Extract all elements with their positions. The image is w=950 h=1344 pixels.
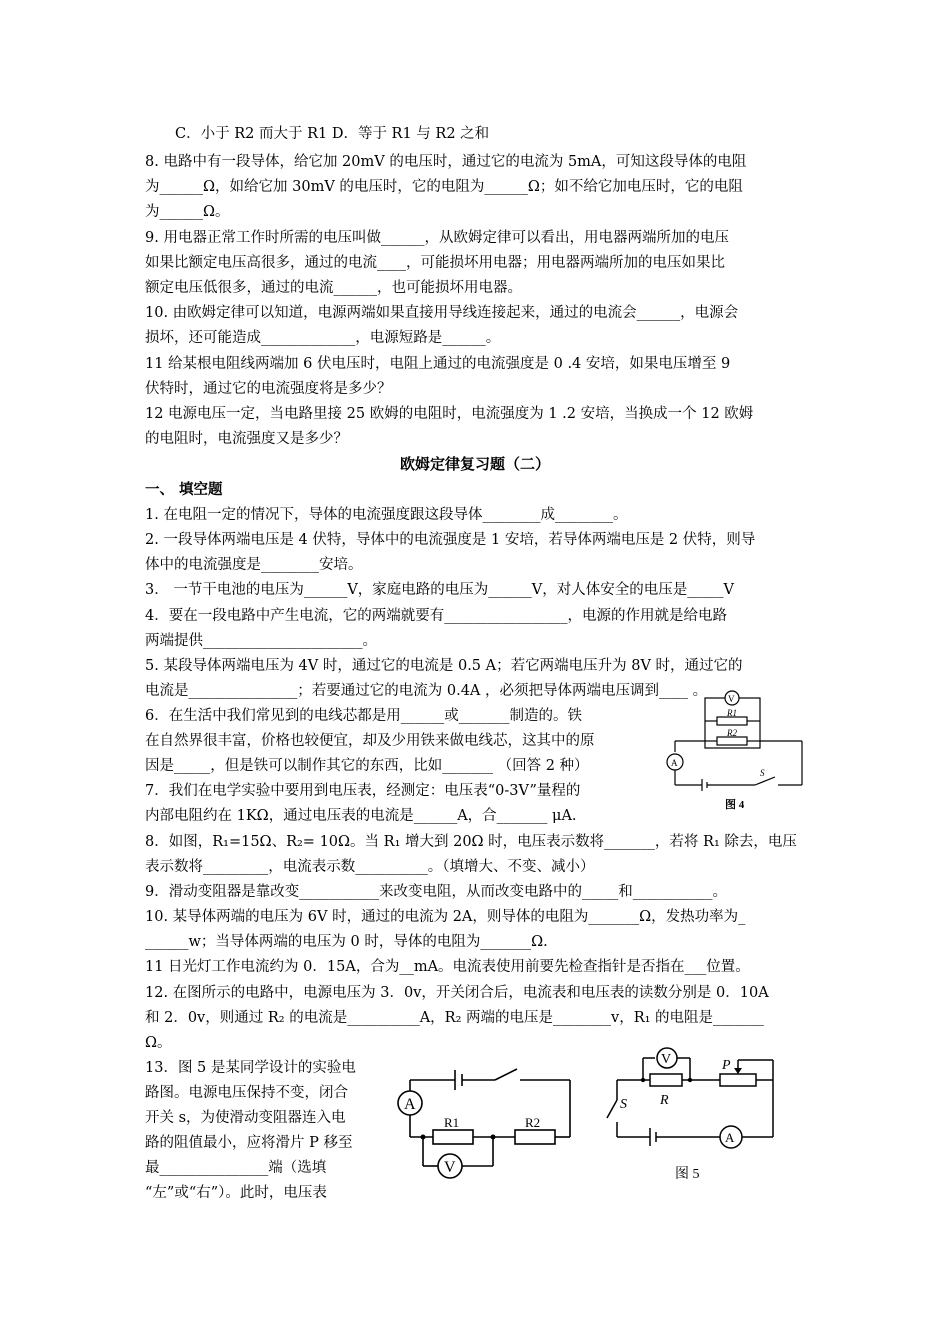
question-10-line-1: 10. 由欧姆定律可以知道，电源两端如果直接用导线连接起来，通过的电流会______，电源会 [145, 305, 739, 321]
fill-q8-line-1: 8．如图，R₁=15Ω、R₂= 10Ω。当 R₁ 增大到 20Ω 时，电压表示数将_______，若将 R₁ 除去，电压 [145, 834, 797, 850]
fig-mid-label-r1: R1 [444, 1115, 460, 1130]
fill-q4-line-2: 两端提供______________________。 [145, 633, 377, 649]
fill-q10-line-1: 10. 某导体两端的电压为 6V 时，通过的电流为 2A，则导体的电阻为_______Ω，发热功率为_ [145, 909, 746, 925]
fig5-label-v: V [661, 1052, 672, 1067]
fig5-label-s: S [620, 1097, 627, 1112]
fill-q2-line-1: 2. 一段导体两端电压是 4 伏特，导体中的电流强度是 1 安培，若导体两端电压是 2 伏特，则导 [145, 532, 756, 548]
question-8-line-2: 为______Ω，如给它加 30mV 的电压时，它的电阻为______Ω；如不给它加电压时，它的电阻 [145, 179, 743, 195]
fill-q5-line-1: 5. 某段导体两端电压为 4V 时，通过它的电流是 0.5 A；若它两端电压升为 8V 时，通过它的 [145, 658, 743, 674]
fill-q12-line-3: Ω。 [145, 1035, 172, 1051]
question-11-line-2: 伏特时，通过它的电流强度将是多少？ [145, 381, 392, 397]
fig5-label-p: P [722, 1058, 731, 1073]
fill-q6-line-1: 6．在生活中我们常见到的电线芯都是用______或_______制造的。铁 [145, 708, 582, 724]
fill-q10-line-2: ______w；当导体两端的电压为 0 时，导体的电阻为_______Ω. [145, 934, 548, 950]
fill-q11: 11 日光灯工作电流约为 0．15A，合为__mA。电流表使用前要先检查指针是否指在___位置。 [145, 959, 750, 975]
fig4-label-r2: R2 [727, 728, 737, 738]
fill-q13-line-6: “左”或“右”）。此时，电压表 [145, 1185, 327, 1201]
fill-q1: 1. 在电阻一定的情况下，导体的电流强度跟这段导体________成________。 [145, 507, 628, 523]
question-9-line-1: 9. 用电器正常工作时所需的电压叫做______，从欧姆定律可以看出，用电器两端所加的电压 [145, 230, 729, 246]
page-title: 欧姆定律复习题（二） [399, 455, 550, 473]
fig4-label-s: S [760, 768, 765, 778]
circuit-figure-5 [595, 1040, 795, 1185]
fig5-label-r: R [660, 1093, 669, 1108]
option-line-cd: C．小于 R2 而大于 R1 D．等于 R1 与 R2 之和 [175, 126, 490, 142]
fig4-caption: 图 4 [725, 799, 745, 811]
question-8-line-3: 为______Ω。 [145, 204, 230, 220]
question-12-line-1: 12 电源电压一定，当电路里接 25 欧姆的电阻时，电流强度为 1 .2 安培，当换成一个 12 欧姆 [145, 406, 754, 422]
fill-q6-line-2: 在自然界很丰富，价格也较便宜，却及少用铁来做电线芯，这其中的原 [145, 733, 595, 749]
fill-q7-line-2: 内部电阻约在 1KΩ，通过电压表的电流是______A，合_______ μA. [145, 808, 577, 824]
fill-q13-line-5: 最_______________端（选填 [145, 1160, 327, 1176]
question-9-line-3: 额定电压低很多，通过的电流______，也可能损坏用电器。 [145, 280, 522, 296]
fill-q13-line-1: 13．图 5 是某同学设计的实验电 [145, 1060, 356, 1076]
fill-q13-line-2: 路图。电源电压保持不变，闭合 [145, 1085, 348, 1101]
question-10-line-2: 损坏，还可能造成_____________，电源短路是______。 [145, 330, 501, 346]
question-8-line-1: 8. 电路中有一段导体，给它加 20mV 的电压时，通过它的电流为 5mA，可知这段导体的电阻 [145, 154, 747, 170]
fig5-caption: 图 5 [675, 1167, 700, 1182]
fig4-label-a: A [671, 758, 678, 768]
fig4-label-r1: R1 [727, 708, 737, 718]
fig5-label-a: A [725, 1130, 735, 1145]
fill-q5-line-2: 电流是_______________；若要通过它的电流为 0.4A ，必须把导体两端电压调到____ 。 [145, 683, 708, 699]
fill-q12-line-1: 12. 在图所示的电路中，电源电压为 3．0v，开关闭合后，电流表和电压表的读数分别是 0．10A [145, 985, 769, 1001]
section-heading: 一、 填空题 [145, 481, 223, 498]
fill-q9: 9．滑动变阻器是靠改变___________来改变电阻，从而改变电路中的_____和___________。 [145, 884, 727, 900]
question-12-line-2: 的电阻时，电流强度又是多少？ [145, 431, 348, 447]
circuit-figure-4 [660, 690, 810, 815]
circuit-figure-q12 [395, 1055, 585, 1185]
fill-q4-line-1: 4．要在一段电路中产生电流，它的两端就要有_________________，电源的作用就是给电路 [145, 608, 727, 624]
fill-q7-line-1: 7．我们在电学实验中要用到电压表，经测定：电压表“0-3V”量程的 [145, 783, 581, 799]
question-11-line-1: 11 给某根电阻线两端加 6 伏电压时，电阻上通过的电流强度是 0 .4 安培，如果电压增至 9 [145, 356, 731, 372]
fill-q3: 3． 一节干电池的电压为______V，家庭电路的电压为______V，对人体安全的电压是_____V [145, 582, 734, 598]
fill-q2-line-2: 体中的电流强度是________安培。 [145, 557, 363, 573]
fig-mid-label-a: A [404, 1096, 416, 1113]
fill-q6-line-3: 因是_____，但是铁可以制作其它的东西，比如_______ （回答 2 种） [145, 758, 589, 774]
fill-q13-line-3: 开关 s，为使滑动变阻器连入电 [145, 1110, 346, 1126]
fill-q8-line-2: 表示数将_________，电流表示数__________。（填增大、不变、减小） [145, 859, 595, 875]
fill-q12-line-2: 和 2．0v，则通过 R₂ 的电流是__________A，R₂ 两端的电压是________v，R₁ 的电阻是_______ [145, 1010, 764, 1026]
question-9-line-2: 如果比额定电压高很多，通过的电流____，可能损坏用电器；用电器两端所加的电压如果比 [145, 255, 725, 271]
fill-q13-line-4: 路的阻值最小，应将滑片 P 移至 [145, 1135, 353, 1151]
fig-mid-label-v: V [444, 1159, 456, 1176]
fig-mid-label-r2: R2 [525, 1115, 541, 1130]
fig4-label-v: V [728, 694, 735, 704]
